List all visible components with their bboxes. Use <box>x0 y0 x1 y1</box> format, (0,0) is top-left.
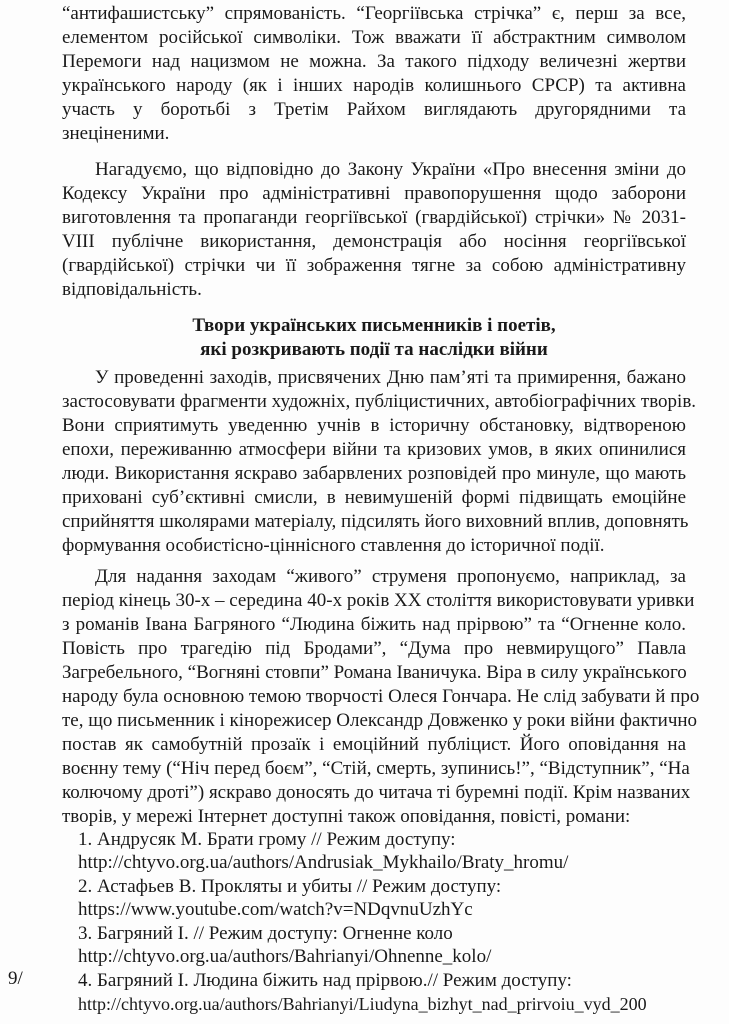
paragraph2-line: виготовлення та пропаганди георгіївської (гвардійської) стрічки» № 2031- <box>62 207 686 228</box>
reference-url[interactable]: http://chtyvo.org.ua/authors/Bahrianyi/Ohnenne_kolo/ <box>78 946 492 967</box>
paragraph1-line: Перемоги над нацизмом не можна. За такого підходу величезні жертви <box>62 51 686 72</box>
paragraph2-line: (гвардійської) стрічки чи її зображення тягне за собою адміністративну <box>62 255 686 276</box>
section-heading-line: які розкривають події та наслідки війни <box>200 339 548 360</box>
reference-title: 2. Астафьев В. Прокляты и убиты // Режим доступу: <box>78 876 502 897</box>
paragraph3-line: застосовувати фрагменти художніх, публіцистичних, автобіографічних творів. <box>62 391 697 412</box>
section-heading-line: Твори українських письменників і поетів, <box>192 315 556 336</box>
paragraph4-line: період кінець 30-х – середина 40-х років XX століття використовувати уривки <box>62 590 695 611</box>
paragraph1-line: елементом російської символіки. Тож вважати її абстрактним символом <box>62 27 686 48</box>
paragraph3-line: приховані суб’єктивні смисли, в невимушеній формі підвищать емоційне <box>62 487 686 508</box>
reference-title: 3. Багряний І. // Режим доступу: Огненне коло <box>78 923 453 944</box>
paragraph3-line: формування особистісно-ціннісного ставлення до історичної події. <box>62 535 605 556</box>
paragraph4-line: воєнну тему (“Ніч перед боєм”, “Стій, смерть, зупинись!”, “Відступник”, “На <box>62 758 690 779</box>
paragraph4-line: Загребельного, “Вогняні стовпи” Романа Іваничука. Віра в силу українського <box>62 662 687 683</box>
paragraph3-line: Вони сприятимуть уведенню учнів в історичну обстановку, відтвореною <box>62 415 686 436</box>
paragraph3-line: люди. Використання яскраво забарвлених розповідей про минуле, що мають <box>62 463 686 484</box>
paragraph2-line: відповідальність. <box>62 279 202 300</box>
paragraph3-line: сприйняття школярами матеріалу, підсилять його виховний вплив, доповнять <box>62 511 689 532</box>
reference-title: 1. Андрусяк М. Брати грому // Режим доступу: <box>78 829 456 850</box>
paragraph4-line: народу була основною темою творчості Олеся Гончара. Не слід забувати й про <box>62 686 700 707</box>
paragraph2-line: Нагадуємо, що відповідно до Закону України «Про внесення зміни до <box>95 159 686 180</box>
paragraph4-line: з романів Івана Багряного “Людина біжить над прірвою” та “Огненне коло. <box>62 614 686 635</box>
reference-url[interactable]: https://www.youtube.com/watch?v=NDqvnuUzhYc <box>78 899 473 920</box>
reference-url[interactable]: http://chtyvo.org.ua/authors/Bahrianyi/Liudyna_bizhyt_nad_prirvoiu_vyd_200 <box>78 994 647 1014</box>
paragraph4-line: Для надання заходам “живого” струменя пропонуємо, наприклад, за <box>95 566 686 587</box>
paragraph2-line: VIII публічне використання, демонстрація або носіння георгіївської <box>62 231 686 252</box>
paragraph3-line: У проведенні заходів, присвячених Дню пам’яті та примирення, бажано <box>95 367 686 388</box>
paragraph2-line: Кодексу України про адміністративні правопорушення щодо заборони <box>62 183 686 204</box>
reference-title: 4. Багряний І. Людина біжить над прірвою.// Режим доступу: <box>78 970 572 991</box>
paragraph1-line: українського народу (як і інших народів колишнього СРСР) та активна <box>62 75 686 96</box>
paragraph1-line: “антифашистську” спрямованість. “Георгіївська стрічка” є, перш за все, <box>62 3 686 24</box>
paragraph4-line: творів, у мережі Інтернет доступні також оповідання, повісті, романи: <box>62 806 631 827</box>
paragraph4-line: колючому дроті”) яскраво доносять до читача ті буремні події. Крім названих <box>62 782 691 803</box>
paragraph1-line: участь у боротьбі з Третім Райхом виглядають другорядними та <box>62 99 686 120</box>
reference-url[interactable]: http://chtyvo.org.ua/authors/Andrusiak_Mykhailo/Braty_hromu/ <box>78 852 569 873</box>
paragraph4-line: Повість про трагедію під Бродами”, “Дума про невмирущого” Павла <box>62 638 686 659</box>
paragraph4-line: те, що письменник і кінорежисер Олександр Довженко у роки війни фактично <box>62 710 698 731</box>
paragraph4-line: постав як самобутній прозаїк і емоційний публіцист. Його оповідання на <box>62 734 686 755</box>
paragraph1-line: знеціненими. <box>62 123 170 144</box>
page-number: 9/ <box>8 968 23 989</box>
paragraph3-line: епохи, переживанню атмосфери війни та кризових умов, в яких опинилися <box>62 439 686 460</box>
